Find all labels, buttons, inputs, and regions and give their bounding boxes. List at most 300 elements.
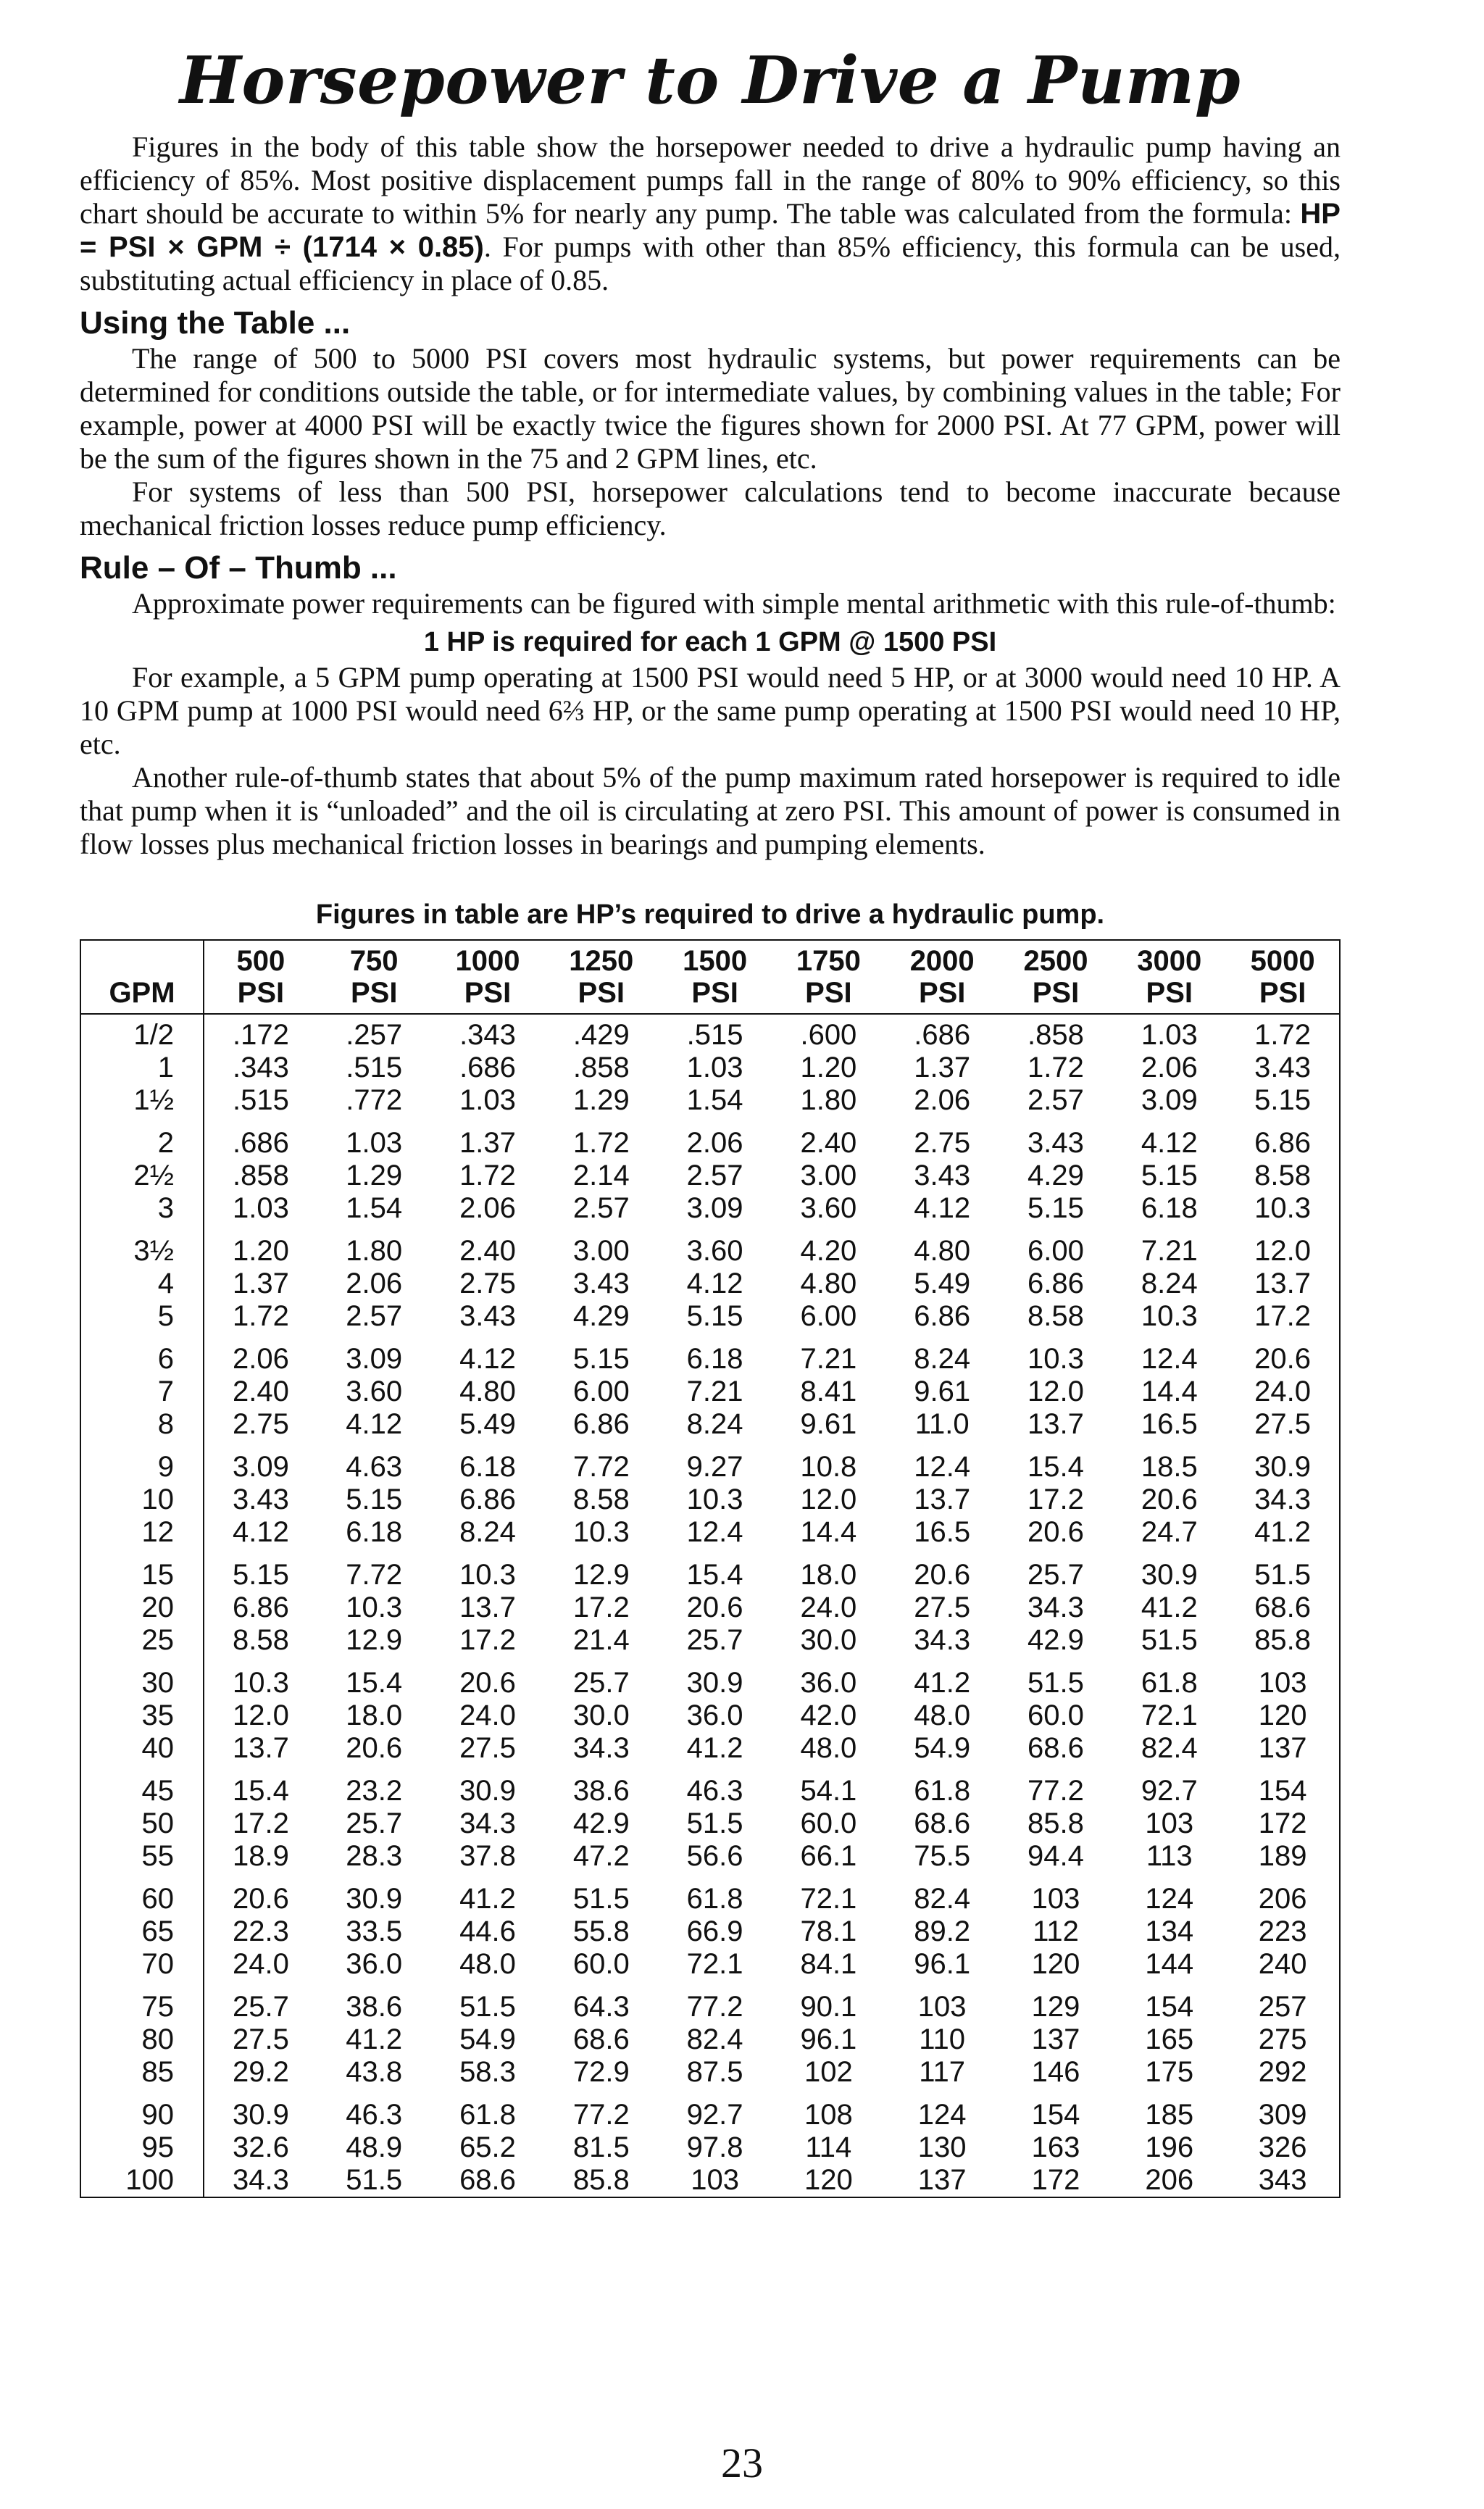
gpm-cell: 100	[80, 2164, 204, 2197]
hp-cell: 10.3	[1254, 1191, 1312, 1224]
hp-cell: 2.14	[572, 1159, 630, 1191]
hp-cell: 72.1	[800, 1882, 857, 1915]
hp-cell: 7.72	[572, 1450, 630, 1483]
gpm-cell: 75	[80, 1981, 204, 2023]
hp-cell: 154	[1145, 1990, 1194, 2023]
hp-cell: 4.12	[346, 1407, 403, 1440]
table-row	[80, 1591, 1340, 1624]
hp-cell: 30.9	[686, 1666, 743, 1699]
formula: HP = PSI × GPM ÷ (1714 × 0.85)	[80, 197, 1341, 263]
hp-cell: 3.00	[572, 1234, 630, 1267]
hp-cell: 124	[1145, 1882, 1194, 1915]
table-row	[80, 1657, 1340, 1699]
gpm-cell: 1	[80, 1052, 204, 1084]
table-row	[80, 1915, 1340, 1948]
hp-cell: 51.5	[686, 1807, 743, 1839]
hp-cell: 81.5	[572, 2131, 630, 2163]
hp-cell: 41.2	[1141, 1591, 1198, 1623]
table-row	[80, 1948, 1340, 1981]
hp-cell: 22.3	[232, 1915, 289, 1947]
hp-cell: 17.2	[1027, 1483, 1084, 1515]
hp-cell: 3.43	[914, 1159, 971, 1191]
psi-column-header	[1226, 940, 1340, 1014]
hp-cell: 18.0	[800, 1558, 857, 1591]
table-row	[80, 1873, 1340, 1915]
using-table-heading: Using the Table ...	[80, 304, 351, 341]
hp-cell: 326	[1258, 2131, 1307, 2163]
hp-cell: 2.06	[1141, 1051, 1198, 1083]
hp-cell: 172	[1031, 2163, 1080, 2196]
hp-cell: 4.12	[914, 1191, 971, 1224]
hp-cell: .858	[572, 1051, 630, 1083]
hp-cell: 189	[1258, 1839, 1307, 1872]
hp-cell: 4.80	[914, 1234, 971, 1267]
hp-cell: 60.0	[800, 1807, 857, 1839]
hp-cell: 1.03	[346, 1126, 403, 1159]
hp-cell: 108	[804, 2098, 853, 2131]
hp-cell: 114	[805, 2131, 852, 2163]
hp-cell: 61.8	[686, 1882, 743, 1915]
hp-cell: 30.9	[346, 1882, 403, 1915]
hp-cell: 2.75	[232, 1407, 289, 1440]
hp-cell: 3.43	[232, 1483, 289, 1515]
intro-text-after: . For pumps with other than 85% efficiency, this formula can be used, substituting actual efficiency in place of 0.85.	[80, 230, 1341, 296]
hp-cell: 275	[1258, 2023, 1307, 2055]
hp-cell: 3.43	[1254, 1051, 1312, 1083]
hp-cell: 48.0	[914, 1699, 971, 1731]
table-row	[80, 1192, 1340, 1225]
hp-cell: 1.03	[686, 1051, 743, 1083]
table-row	[80, 1014, 1340, 1052]
table-caption: Figures in table are HP’s required to drive a hydraulic pump.	[315, 899, 1105, 930]
hp-cell: 1.72	[232, 1299, 289, 1332]
hp-cell: 8.58	[1254, 1159, 1312, 1191]
table-row	[80, 1084, 1340, 1117]
hp-cell: 82.4	[1141, 1731, 1198, 1764]
hp-cell: 20.6	[686, 1591, 743, 1623]
hp-cell: 38.6	[346, 1990, 403, 2023]
hp-cell: 30.0	[800, 1623, 857, 1656]
table-row	[80, 1376, 1340, 1408]
hp-cell: .858	[1027, 1018, 1084, 1051]
hp-cell: 96.1	[914, 1947, 971, 1980]
table-row	[80, 1699, 1340, 1732]
hp-cell: 2.06	[914, 1083, 971, 1116]
hp-cell: 29.2	[232, 2055, 289, 2088]
hp-cell: 87.5	[686, 2055, 743, 2088]
table-row	[80, 1624, 1340, 1657]
hp-cell: 113	[1146, 1839, 1193, 1872]
hp-cell: 44.6	[459, 1915, 516, 1947]
hp-cell: 84.1	[800, 1947, 857, 1980]
hp-cell: 96.1	[800, 2023, 857, 2055]
hp-cell: 27.5	[1254, 1407, 1312, 1440]
hp-cell: 12.0	[232, 1699, 289, 1731]
hp-cell: 137	[1031, 2023, 1080, 2055]
hp-cell: 130	[917, 2131, 967, 2163]
hp-cell: 89.2	[914, 1915, 971, 1947]
hp-cell: .515	[346, 1051, 403, 1083]
hp-cell: 4.12	[232, 1515, 289, 1548]
hp-cell: .686	[459, 1051, 516, 1083]
hp-cell: 51.5	[1027, 1666, 1084, 1699]
hp-cell: 24.0	[1254, 1375, 1312, 1407]
hp-cell: 90.1	[800, 1990, 857, 2023]
page-number: 23	[721, 2439, 763, 2487]
hp-cell: 12.0	[800, 1483, 857, 1515]
hp-cell: 30.0	[572, 1699, 630, 1731]
hp-cell: 78.1	[800, 1915, 857, 1947]
psi-column-header	[204, 940, 317, 1014]
hp-cell: 17.2	[572, 1591, 630, 1623]
hp-cell: 7.21	[686, 1375, 743, 1407]
hp-cell: 1.80	[346, 1234, 403, 1267]
hp-cell: 34.3	[459, 1807, 516, 1839]
gpm-cell: 7	[80, 1376, 204, 1408]
table-row	[80, 2131, 1340, 2164]
hp-cell: 66.1	[800, 1839, 857, 1872]
hp-cell: .515	[686, 1018, 743, 1051]
hp-cell: 206	[1258, 1882, 1307, 1915]
hp-cell: 33.5	[346, 1915, 403, 1947]
hp-cell: .343	[459, 1018, 516, 1051]
hp-cell: 61.8	[914, 1774, 971, 1807]
hp-cell: 1.72	[459, 1159, 516, 1191]
hp-cell: 103	[1258, 1666, 1307, 1699]
hp-cell: 175	[1145, 2055, 1194, 2088]
hp-cell: 120	[1031, 1947, 1080, 1980]
rule-of-thumb-paragraph-3: Another rule-of-thumb states that about 5% of the pump maximum rated horsepower is required to idle that pump when it is “unloaded” and the oil is circulating at zero PSI. This amount of power is consumed in flow losses plus mechanical friction losses in bearings and pumping elements.	[80, 760, 1341, 860]
psi-column-header	[317, 940, 431, 1014]
hp-cell: 24.7	[1141, 1515, 1198, 1548]
gpm-cell: 6	[80, 1333, 204, 1376]
gpm-cell: 70	[80, 1948, 204, 1981]
psi-value: 750	[349, 944, 399, 977]
hp-cell: .343	[232, 1051, 289, 1083]
hp-cell: 12.9	[572, 1558, 630, 1591]
hp-cell: 3.09	[1141, 1083, 1198, 1116]
hp-cell: 8.58	[232, 1623, 289, 1656]
psi-value: 1500	[683, 944, 748, 977]
hp-cell: .172	[232, 1018, 289, 1051]
hp-cell: 36.0	[686, 1699, 743, 1731]
hp-cell: 3.60	[800, 1191, 857, 1224]
hp-cell: 4.12	[459, 1342, 516, 1375]
hp-cell: 48.9	[346, 2131, 403, 2163]
hp-cell: 4.80	[459, 1375, 516, 1407]
hp-cell: 2.57	[572, 1191, 630, 1224]
hp-cell: 46.3	[686, 1774, 743, 1807]
hp-cell: 10.3	[686, 1483, 743, 1515]
hp-cell: 9.27	[686, 1450, 743, 1483]
hp-cell: 154	[1031, 2098, 1080, 2131]
hp-cell: 10.3	[572, 1515, 630, 1548]
hp-cell: 60.0	[1027, 1699, 1084, 1731]
hp-cell: 97.8	[686, 2131, 743, 2163]
hp-cell: 1.72	[1254, 1018, 1312, 1051]
hp-cell: 58.3	[459, 2055, 516, 2088]
hp-cell: 103	[1031, 1882, 1080, 1915]
gpm-cell: 9	[80, 1441, 204, 1484]
hp-cell: .429	[572, 1018, 630, 1051]
intro-text-before: Figures in the body of this table show the horsepower needed to drive a hydraulic pump having an efficiency of 85%. Most positive displacement pumps fall in the range of 80% to 90% efficiency, so this chart should be accurate to within 5% for nearly any pump. The table was calculated from the formula:	[80, 130, 1341, 230]
hp-cell: 1.20	[800, 1051, 857, 1083]
hp-cell: 185	[1145, 2098, 1194, 2131]
hp-cell: 12.9	[346, 1623, 403, 1656]
hp-cell: 4.29	[1027, 1159, 1084, 1191]
hp-cell: 110	[919, 2023, 966, 2055]
hp-cell: 77.2	[572, 2098, 630, 2131]
hp-cell: 85.8	[1027, 1807, 1084, 1839]
hp-cell: 206	[1145, 2163, 1194, 2196]
hp-cell: 5.15	[1254, 1083, 1312, 1116]
hp-cell: 1.03	[232, 1191, 289, 1224]
hp-cell: 68.6	[1027, 1731, 1084, 1764]
hp-cell: 18.0	[346, 1699, 403, 1731]
hp-cell: 5.15	[1027, 1191, 1084, 1224]
hp-cell: .858	[232, 1159, 289, 1191]
hp-cell: 112	[1033, 1915, 1079, 1947]
hp-cell: 72.1	[686, 1947, 743, 1980]
hp-cell: 28.3	[346, 1839, 403, 1872]
hp-cell: 3.43	[459, 1299, 516, 1332]
psi-column-header	[658, 940, 772, 1014]
hp-cell: 2.40	[459, 1234, 516, 1267]
hp-cell: 30.9	[1254, 1450, 1312, 1483]
hp-cell: 6.18	[1141, 1191, 1198, 1224]
hp-cell: 196	[1145, 2131, 1194, 2163]
intro-section	[80, 130, 1341, 297]
hp-cell: 1.03	[459, 1083, 516, 1116]
table-row	[80, 1549, 1340, 1591]
gpm-cell: 95	[80, 2131, 204, 2164]
gpm-cell: 30	[80, 1657, 204, 1699]
hp-cell: 20.6	[1027, 1515, 1084, 1548]
psi-unit: PSI	[350, 976, 398, 1009]
hp-cell: 12.4	[1141, 1342, 1198, 1375]
hp-cell: 120	[1258, 1699, 1307, 1731]
hp-cell: .515	[232, 1083, 289, 1116]
hp-cell: 223	[1258, 1915, 1307, 1947]
gpm-cell: 40	[80, 1732, 204, 1765]
hp-cell: 7.21	[800, 1342, 857, 1375]
hp-cell: 64.3	[572, 1990, 630, 2023]
hp-cell: 6.00	[1027, 1234, 1084, 1267]
hp-cell: 24.0	[232, 1947, 289, 1980]
hp-cell: 6.00	[800, 1299, 857, 1332]
hp-cell: 61.8	[1141, 1666, 1198, 1699]
hp-cell: 18.9	[232, 1839, 289, 1872]
hp-cell: 82.4	[914, 1882, 971, 1915]
psi-column-header	[1112, 940, 1226, 1014]
hp-cell: 3.09	[346, 1342, 403, 1375]
hp-cell: 66.9	[686, 1915, 743, 1947]
hp-cell: 47.2	[572, 1839, 630, 1872]
gpm-cell: 12	[80, 1516, 204, 1549]
hp-cell: 1.37	[459, 1126, 516, 1159]
hp-cell: 3.43	[572, 1267, 630, 1299]
hp-cell: 6.00	[572, 1375, 630, 1407]
hp-cell: 4.12	[686, 1267, 743, 1299]
hp-cell: 48.0	[459, 1947, 516, 1980]
hp-cell: 42.9	[1027, 1623, 1084, 1656]
hp-cell: 54.1	[800, 1774, 857, 1807]
hp-cell: 1.29	[572, 1083, 630, 1116]
psi-column-header	[544, 940, 658, 1014]
hp-cell: 13.7	[914, 1483, 971, 1515]
hp-cell: 36.0	[800, 1666, 857, 1699]
gpm-cell: 60	[80, 1873, 204, 1915]
psi-unit: PSI	[1146, 976, 1193, 1009]
table-row	[80, 2023, 1340, 2056]
page	[80, 43, 1341, 2198]
hp-cell: .772	[346, 1083, 403, 1116]
hp-cell: 15.4	[346, 1666, 403, 1699]
psi-unit: PSI	[805, 976, 852, 1009]
hp-cell: 3.60	[346, 1375, 403, 1407]
hp-cell: 42.0	[800, 1699, 857, 1731]
hp-cell: 1.54	[346, 1191, 403, 1224]
hp-cell: 30.9	[459, 1774, 516, 1807]
hp-cell: 42.9	[572, 1807, 630, 1839]
hp-cell: 48.0	[800, 1731, 857, 1764]
psi-unit: PSI	[578, 976, 625, 1009]
gpm-header: GPM	[80, 940, 204, 1014]
hp-cell: 2.06	[686, 1126, 743, 1159]
hp-cell: 4.29	[572, 1299, 630, 1332]
hp-cell: 292	[1258, 2055, 1307, 2088]
hp-cell: 12.0	[1027, 1375, 1084, 1407]
gpm-cell: 15	[80, 1549, 204, 1591]
hp-cell: 8.58	[1027, 1299, 1084, 1332]
hp-cell: 68.6	[459, 2163, 516, 2196]
hp-cell: 134	[1145, 1915, 1194, 1947]
hp-cell: 18.5	[1141, 1450, 1198, 1483]
table-row	[80, 1765, 1340, 1807]
table-row	[80, 1117, 1340, 1160]
gpm-cell: 8	[80, 1408, 204, 1441]
gpm-cell: 4	[80, 1268, 204, 1300]
psi-column-header	[999, 940, 1113, 1014]
hp-cell: 1.29	[346, 1159, 403, 1191]
hp-cell: 8.41	[800, 1375, 857, 1407]
hp-cell: 30.9	[1141, 1558, 1198, 1591]
hp-cell: 68.6	[1254, 1591, 1312, 1623]
hp-cell: 27.5	[232, 2023, 289, 2055]
hp-cell: .257	[346, 1018, 403, 1051]
hp-cell: 8.58	[572, 1483, 630, 1515]
hp-cell: 6.18	[686, 1342, 743, 1375]
hp-cell: 6.18	[459, 1450, 516, 1483]
hp-cell: 34.3	[1027, 1591, 1084, 1623]
hp-cell: 54.9	[914, 1731, 971, 1764]
hp-cell: 72.1	[1141, 1699, 1198, 1731]
hp-cell: 257	[1258, 1990, 1307, 2023]
hp-cell: 6.86	[914, 1299, 971, 1332]
hp-cell: 13.7	[232, 1731, 289, 1764]
table-row	[80, 1268, 1340, 1300]
hp-cell: 23.2	[346, 1774, 403, 1807]
hp-cell: 2.75	[459, 1267, 516, 1299]
hp-cell: 103	[917, 1990, 967, 2023]
hp-cell: 41.2	[459, 1882, 516, 1915]
hp-cell: 10.3	[459, 1558, 516, 1591]
hp-cell: 5.15	[346, 1483, 403, 1515]
hp-cell: 2.57	[686, 1159, 743, 1191]
gpm-cell: 50	[80, 1807, 204, 1840]
using-table-paragraph-1: The range of 500 to 5000 PSI covers most hydraulic systems, but power requirements can be determined for conditions outside the table, or for intermediate values, by combining values in the table; For example, power at 4000 PSI will be exactly twice the figures shown for 2000 PSI. At 77 GPM, power will be the sum of the figures shown in the 75 and 2 GPM lines, etc.	[80, 341, 1341, 475]
hp-cell: 103	[1145, 1807, 1194, 1839]
psi-value: 5000	[1250, 944, 1315, 977]
hp-cell: 17.2	[1254, 1299, 1312, 1332]
rule-of-thumb-section	[80, 587, 1341, 620]
hp-cell: 24.0	[800, 1591, 857, 1623]
hp-cell: 51.5	[572, 1882, 630, 1915]
hp-cell: 154	[1258, 1774, 1307, 1807]
gpm-cell: 25	[80, 1624, 204, 1657]
hp-cell: 9.61	[914, 1375, 971, 1407]
hp-cell: 77.2	[1027, 1774, 1084, 1807]
rule-of-thumb-heading: Rule – Of – Thumb ...	[80, 549, 397, 586]
hp-cell: .686	[232, 1126, 289, 1159]
hp-cell: 85.8	[1254, 1623, 1312, 1656]
hp-cell: 20.6	[459, 1666, 516, 1699]
horsepower-table	[80, 939, 1341, 2198]
intro-paragraph	[80, 130, 1341, 297]
hp-cell: 2.57	[1027, 1083, 1084, 1116]
hp-cell: 20.6	[1254, 1342, 1312, 1375]
hp-cell: 65.2	[459, 2131, 516, 2163]
psi-value: 2000	[909, 944, 975, 977]
hp-cell: 2.40	[232, 1375, 289, 1407]
table-body	[80, 1014, 1340, 2197]
hp-cell: 75.5	[914, 1839, 971, 1872]
hp-cell: 25.7	[572, 1666, 630, 1699]
hp-cell: 165	[1145, 2023, 1194, 2055]
hp-cell: 10.3	[346, 1591, 403, 1623]
hp-cell: 6.86	[459, 1483, 516, 1515]
hp-cell: 20.6	[232, 1882, 289, 1915]
rule-statement: 1 HP is required for each 1 GPM @ 1500 PSI	[423, 626, 997, 657]
table-row	[80, 1441, 1340, 1484]
hp-cell: 172	[1258, 1807, 1307, 1839]
hp-cell: 13.7	[1254, 1267, 1312, 1299]
gpm-cell: 55	[80, 1840, 204, 1873]
hp-cell: 46.3	[346, 2098, 403, 2131]
hp-cell: 6.86	[1027, 1267, 1084, 1299]
hp-cell: 4.80	[800, 1267, 857, 1299]
gpm-cell: 85	[80, 2056, 204, 2089]
psi-unit: PSI	[237, 976, 285, 1009]
hp-cell: 10.3	[1141, 1299, 1198, 1332]
hp-cell: 2.57	[346, 1299, 403, 1332]
hp-cell: 37.8	[459, 1839, 516, 1872]
hp-cell: 5.15	[686, 1299, 743, 1332]
hp-cell: 6.18	[346, 1515, 403, 1548]
hp-cell: 1.72	[572, 1126, 630, 1159]
hp-cell: 117	[919, 2055, 966, 2088]
table-row	[80, 1333, 1340, 1376]
hp-cell: 102	[804, 2055, 853, 2088]
hp-cell: 51.5	[1141, 1623, 1198, 1656]
table-row	[80, 1052, 1340, 1084]
hp-cell: 72.9	[572, 2055, 630, 2088]
hp-cell: 25.7	[346, 1807, 403, 1839]
hp-cell: 56.6	[686, 1839, 743, 1872]
hp-cell: 8.24	[686, 1407, 743, 1440]
table-row	[80, 2056, 1340, 2089]
hp-cell: 129	[1031, 1990, 1080, 2023]
